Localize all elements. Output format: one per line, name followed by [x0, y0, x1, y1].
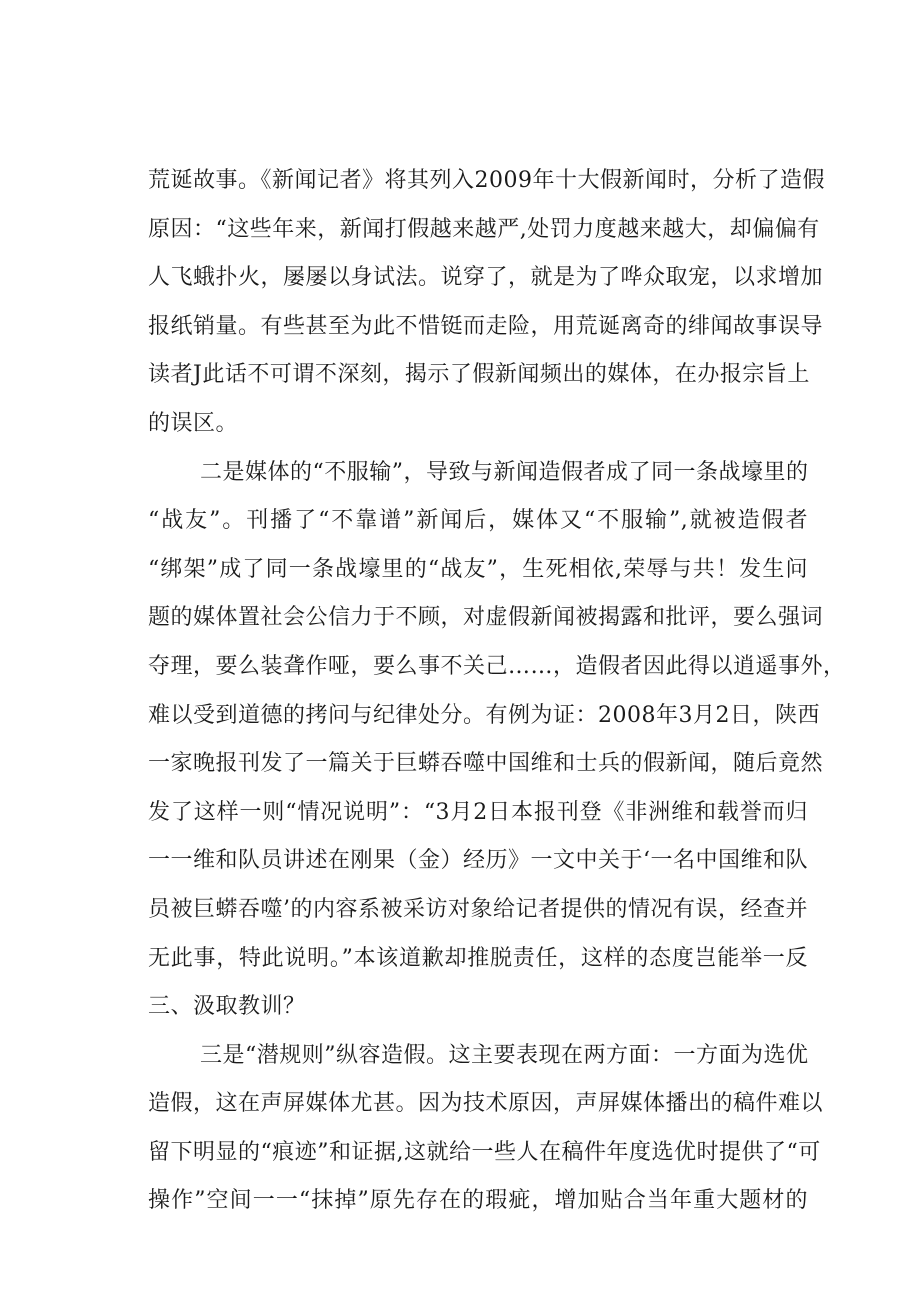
paragraph-1-line-4: 报纸销量。有些甚至为此不惜铤而走险，用荒诞离奇的绯闻故事误导	[148, 313, 824, 339]
paragraph-2-line-5: 夺理，要么装聋作哑，要么事不关己……，造假者因此得以逍遥事外，	[148, 653, 846, 679]
body-text	[148, 157, 846, 1226]
paragraph-3-line-1: 三是“潜规则”纵容造假。这主要表现在两方面：一方面为选优	[200, 1042, 809, 1068]
paragraph-2-line-2: “战友”。刊播了“不靠谱”新闻后，媒体又“不服输”,就被造假者	[148, 508, 808, 534]
paragraph-1-line-6: 的误区。	[148, 410, 239, 436]
paragraph-2-line-11: 无此事，特此说明。”本该道歉却推脱责任，这样的态度岂能举一反	[148, 945, 808, 971]
paragraph-2-line-8: 发了这样一则“情况说明”：“3月2日本报刊登《非洲维和载誉而归	[148, 799, 808, 825]
paragraph-1-line-2: 原因：“这些年来，新闻打假越来越严,处罚力度越来越大，却偏偏有	[148, 216, 820, 242]
paragraph-2-line-12: 三、汲取教训？	[148, 994, 306, 1020]
paragraph-1-line-3: 人飞蛾扑火，屡屡以身试法。说穿了，就是为了哗众取宠，以求增加	[148, 265, 824, 291]
paragraph-2-line-1: 二是媒体的“不服输”，导致与新闻造假者成了同一条战壕里的	[200, 459, 809, 485]
paragraph-1-line-5: 读者J此话不可谓不深刻，揭示了假新闻频出的媒体，在办报宗旨上	[148, 362, 810, 388]
paragraph-2-line-4: 题的媒体置社会公信力于不顾，对虚假新闻被揭露和批评，要么强词	[148, 605, 824, 631]
paragraph-2-line-6: 难以受到道德的拷问与纪律处分。有例为证：2008年3月2日，陕西	[148, 702, 820, 728]
paragraph-2-line-7: 一家晚报刊发了一篇关于巨蟒吞噬中国维和士兵的假新闻，随后竟然	[148, 751, 824, 777]
paragraph-1-line-1: 荒诞故事。《新闻记者》将其列入2009年十大假新闻时，分析了造假	[148, 168, 825, 193]
paragraph-3-line-3: 留下明显的“痕迹”和证据,这就给一些人在稿件年度选优时提供了“可	[148, 1139, 821, 1165]
paragraph-3-line-4: 操作”空间一一“抹掉”原先存在的瑕疵，增加贴合当年重大题材的	[148, 1188, 808, 1214]
paragraph-3-line-2: 造假，这在声屏媒体尤甚。因为技术原因，声屏媒体播出的稿件难以	[148, 1091, 824, 1117]
paragraph-2-line-3: “绑架”成了同一条战壕里的“战友”，生死相依,荣辱与共！发生问	[148, 556, 808, 582]
paragraph-2-line-9: 一一维和队员讲述在刚果（金）经历》一文中关于‘一名中国维和队	[148, 848, 808, 874]
paragraph-2-line-10: 员被巨蟒吞噬’的内容系被采访对象给记者提供的情况有误，经查并	[148, 896, 808, 922]
